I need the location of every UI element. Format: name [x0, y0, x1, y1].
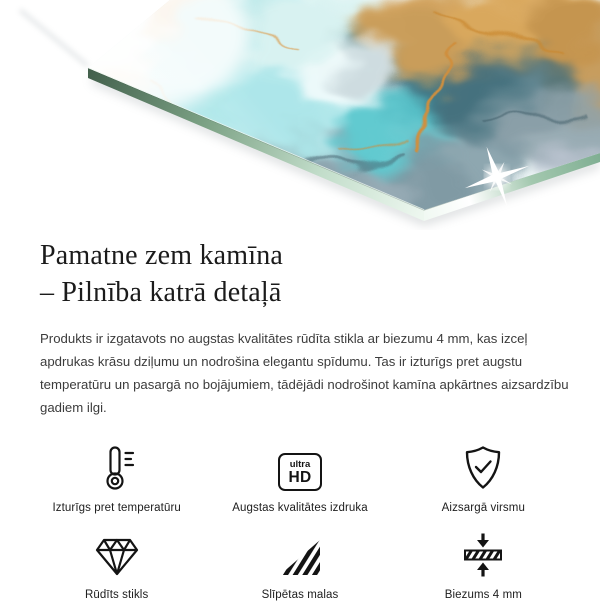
- feature-temperature: [25, 443, 208, 514]
- feature-label: Rūdīts stikls: [85, 589, 149, 601]
- feature-grid: [25, 443, 575, 601]
- feature-label: Aizsargā virsmu: [441, 502, 525, 514]
- panel-reflection: [20, 10, 88, 66]
- feature-polished-edges: [208, 530, 391, 601]
- thermometer-icon: [98, 443, 136, 491]
- ultra-hd-icon: [278, 443, 322, 491]
- hero-product-image: [0, 0, 600, 230]
- ultra-hd-badge-top: ultra: [289, 458, 311, 470]
- product-description: Produkts ir izgatavots no augstas kvalitātes rūdīta stikla ar biezumu 4 mm, kas izceļ apdrukas krāsu dziļumu un nodrošina elegantu spīdumu. Tas ir izturīgs pret augstu temperatūru un pasargā no bojājumiem, tādējādi nodrošinot kamīna apkārtnes aizsardzību gadiem ilgi.: [40, 331, 569, 415]
- glass-panel-art: [0, 0, 600, 230]
- feature-tempered-glass: [25, 530, 208, 601]
- beveled-edges-icon: [277, 530, 323, 578]
- thickness-icon: [460, 530, 506, 578]
- page-title-line2: – Pilnība katrā detaļā: [40, 277, 282, 308]
- feature-surface-protection: [392, 443, 575, 514]
- feature-label: Izturīgs pret temperatūru: [52, 502, 181, 514]
- feature-label: Biezums 4 mm: [444, 589, 522, 601]
- page-title-line1: Pamatne zem kamīna: [40, 240, 284, 271]
- feature-thickness: [392, 530, 575, 601]
- product-info-section: [0, 237, 600, 419]
- diamond-icon: [93, 530, 141, 578]
- feature-print-quality: [208, 443, 391, 514]
- feature-label: Augstas kvalitātes izdruka: [232, 502, 368, 514]
- ultra-hd-badge-bottom: HD: [288, 468, 312, 486]
- page-title: [40, 237, 570, 311]
- shield-check-icon: [462, 443, 504, 491]
- feature-label: Slīpētas malas: [261, 589, 339, 601]
